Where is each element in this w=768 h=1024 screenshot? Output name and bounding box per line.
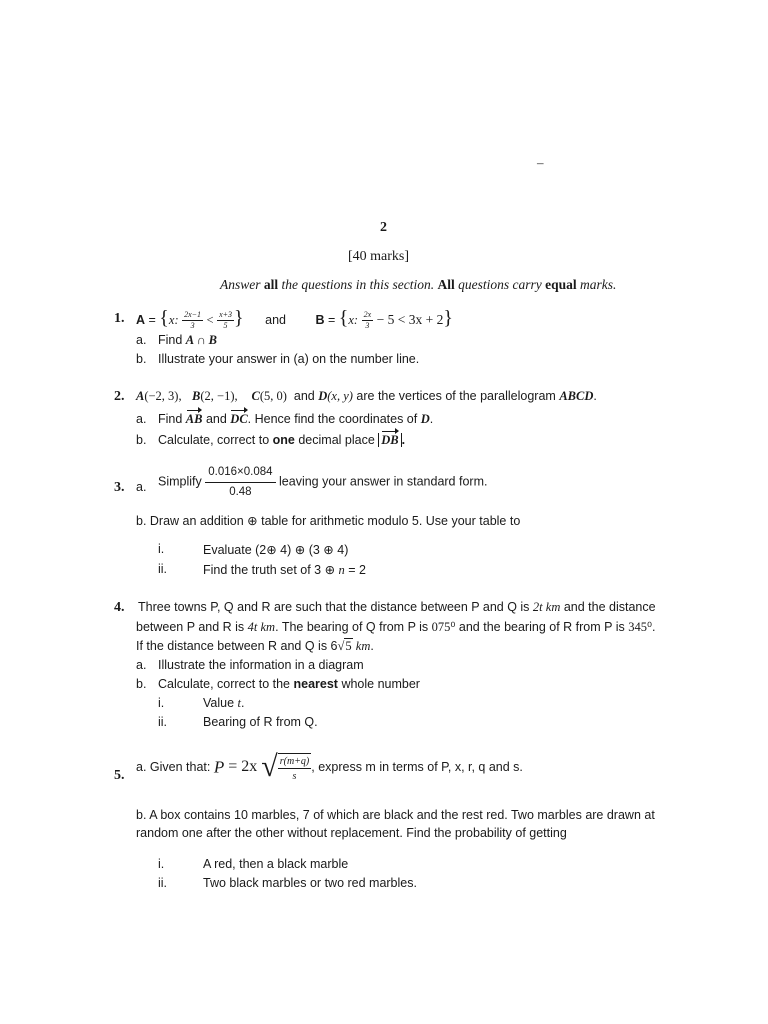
point-b: B	[192, 389, 201, 403]
part-text: .	[241, 696, 245, 710]
part-text: whole number	[337, 677, 420, 691]
q2-part-a-label: a.	[136, 412, 147, 426]
q2-rest: are the vertices of the parallelogram	[356, 389, 560, 403]
part-text: If the distance between R and Q is 6	[136, 639, 338, 653]
part-text: .	[429, 412, 434, 426]
set-b-rest: − 5 < 3x + 2	[376, 312, 444, 327]
point-d-ref: D	[420, 412, 430, 426]
set-b-frac	[362, 311, 374, 330]
set-b-var: x:	[348, 313, 359, 327]
frac-den: 3	[190, 321, 195, 331]
var-n: n	[338, 563, 345, 577]
q2-part-a	[158, 412, 433, 427]
point-a: A	[136, 389, 145, 403]
sqrt-5: 5	[345, 639, 352, 653]
part-text: and the bearing of R from P is	[455, 620, 629, 634]
frac-num: 2x−1	[184, 310, 202, 320]
vector-db: DB	[381, 433, 399, 447]
q1-part-b-label: b.	[136, 352, 147, 366]
q4-part-a: Illustrate the information in a diagram	[158, 658, 364, 672]
set-a-var: x:	[168, 313, 179, 327]
instr-equal: equal	[545, 277, 577, 292]
section-marks-text: [40 marks]	[348, 249, 410, 264]
top-mark: –	[537, 155, 544, 170]
simplify-text: Simplify	[158, 474, 202, 489]
part-text: Calculate, correct to the	[158, 677, 294, 691]
q2-and: and	[293, 389, 315, 403]
bearing-r: 345⁰	[628, 620, 652, 634]
part-text: a. Given that:	[136, 759, 214, 774]
var-t: t	[237, 696, 241, 710]
q3-ii	[203, 562, 366, 578]
q3-fraction	[205, 465, 275, 498]
q5-ii: Two black marbles or two red marbles.	[203, 876, 417, 890]
instr-part: marks.	[576, 277, 617, 292]
q1-part-a	[158, 333, 217, 348]
q1-part-a-label: a.	[136, 333, 147, 347]
set-a-frac1	[182, 311, 203, 330]
q5-ii-label: ii.	[158, 876, 168, 890]
equals-2x: = 2x	[224, 758, 262, 775]
q3-i-label: i.	[158, 542, 165, 556]
instr-part: questions carry	[454, 277, 546, 292]
q2-part-b-label: b.	[136, 433, 147, 447]
unit-km: km	[352, 639, 371, 653]
q5-a-rest: , express m in terms of P, x, r, q and s.	[311, 759, 523, 774]
q5-part-b-line1: b. A box contains 10 marbles, 7 of which are black and the rest red. Two marbles are drawn at	[136, 808, 655, 822]
section-number: 2	[380, 220, 387, 235]
set-b-label: B	[315, 313, 325, 327]
coord-a: (−2, 3),	[144, 389, 182, 403]
var-p: P	[213, 757, 225, 777]
part-text: . The bearing of Q from P is	[275, 620, 432, 634]
part-text: .	[401, 433, 406, 447]
part-text: Calculate, correct to	[158, 433, 273, 447]
part-text: Find the truth set of 3 ⊕	[203, 563, 339, 577]
q5-sqrt-fraction	[278, 753, 312, 782]
instr-part: Answer	[220, 277, 264, 292]
set-a-label: A	[136, 313, 146, 327]
part-text: .	[370, 639, 374, 653]
instr-part: the questions in this section.	[278, 277, 438, 292]
part-text: and	[202, 412, 231, 426]
dist-pr: 4t km	[247, 620, 276, 634]
emph-one: one	[272, 433, 295, 447]
instr-all: all	[263, 277, 279, 292]
section-marks	[348, 249, 409, 265]
q4-ii: Bearing of R from Q.	[203, 715, 318, 729]
q5-part-a: a. Given that: P = 2x √ $\frac{r(m+q)}{s}$ , express m in terms of P, x, r, q and s.	[136, 750, 523, 783]
a-intersect-b: A ∩ B	[185, 333, 218, 347]
q5-part-b-line2: random one after the other without replacement. Find the probability of getting	[136, 826, 567, 840]
emph-nearest: nearest	[293, 677, 338, 691]
coord-c: (5, 0)	[259, 389, 287, 403]
q4-ii-label: ii.	[158, 715, 168, 729]
part-text: . Hence find the coordinates of	[247, 412, 421, 426]
q4-part-b	[158, 677, 420, 691]
set-a-frac2	[217, 311, 234, 330]
q1-sets: A = {x: $\frac{2x-1}{3}$ < $\frac{x+3}{5}$ } and B = {x: $\frac{2x}{3}$ − 5 < 3x + 2}	[136, 307, 453, 331]
q3-part-b: b. Draw an addition ⊕ table for arithmetic modulo 5. Use your table to	[136, 514, 521, 528]
point-c: C	[251, 389, 260, 403]
q5-i: A red, then a black marble	[203, 857, 349, 871]
instructions	[220, 277, 616, 293]
q4-line2	[136, 619, 655, 635]
q4-i	[203, 696, 244, 711]
part-text: = 2	[344, 563, 366, 577]
part-text: decimal place	[294, 433, 379, 447]
q1-and: and	[265, 313, 286, 327]
less-than: <	[206, 313, 214, 327]
q1-part-b: Illustrate your answer in (a) on the number line.	[158, 352, 420, 366]
q2-part-b	[158, 433, 405, 448]
part-text: Find	[158, 412, 186, 426]
part-text: .	[651, 620, 656, 634]
q3-ii-label: ii.	[158, 562, 168, 576]
q2-number: 2.	[114, 389, 125, 404]
part-text: Find	[158, 333, 186, 347]
q3-a-rest: leaving your answer in standard form.	[279, 474, 488, 489]
frac-den: 3	[365, 321, 370, 331]
q4-part-a-label: a.	[136, 658, 147, 672]
q4-number: 4.	[114, 600, 125, 615]
q3-i: Evaluate (2⊕ 4) ⊕ (3 ⊕ 4)	[203, 543, 349, 557]
instr-all2: All	[437, 277, 455, 292]
part-text: Three towns P, Q and R are such that the distance between P and Q is	[138, 600, 533, 614]
frac-num: r(m+q)	[279, 755, 310, 767]
q3-part-a-label: a.	[136, 480, 147, 494]
q1-number: 1.	[114, 311, 125, 326]
part-text: and the distance	[560, 600, 656, 614]
part-text: between P and R is	[136, 620, 248, 634]
vector-ab: AB	[185, 412, 203, 426]
q4-line3: If the distance between R and Q is 6√5 km.	[136, 639, 374, 653]
frac-den: 5	[223, 321, 228, 331]
frac-num: 0.016×0.084	[205, 465, 275, 483]
q2-stem: A(−2, 3), B(2, −1), C(5, 0) and D(x, y) are the vertices of the parallelogram ABCD.	[136, 389, 597, 403]
part-text: Value	[203, 696, 238, 710]
dist-pq: 2t km	[532, 600, 561, 614]
q4-part-b-label: b.	[136, 677, 147, 691]
q5-number: 5.	[114, 768, 125, 783]
point-d: D	[318, 389, 328, 403]
q5-i-label: i.	[158, 857, 165, 871]
coord-b: (2, −1),	[200, 389, 238, 403]
bearing-q: 075⁰	[431, 620, 456, 634]
parallelogram-name: ABCD	[559, 389, 594, 403]
q3-number: 3.	[114, 480, 125, 495]
frac-den: s	[292, 770, 297, 782]
q4-i-label: i.	[158, 696, 165, 710]
frac-num: 2x	[363, 310, 372, 320]
frac-num: x+3	[219, 310, 233, 320]
frac-den: 0.48	[229, 485, 252, 498]
q4-line1	[138, 600, 656, 615]
vector-dc: DC	[230, 412, 248, 426]
q3-part-a	[158, 465, 487, 498]
coord-d: (x, y)	[327, 389, 353, 403]
